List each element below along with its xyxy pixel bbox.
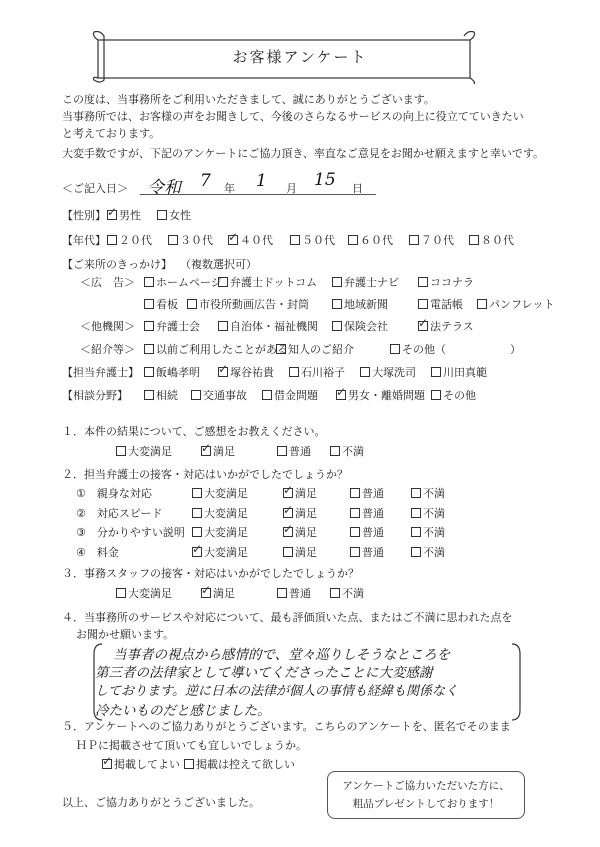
q2-row1-checkbox-3[interactable] <box>411 508 421 518</box>
ad1-option-label-2: 弁護士ナビ <box>344 276 399 289</box>
q2-row1-option-label-2: 普通 <box>362 506 384 520</box>
age-option-label-0: ２０代 <box>119 234 152 247</box>
q2-row3-option-label-0: 大変満足 <box>204 545 248 559</box>
q2-row0-checkbox-3[interactable] <box>411 488 421 498</box>
lawyer-option-label-1: 塚谷祐貴 <box>230 366 274 379</box>
intro-option-label-2: その他（ <box>402 343 446 356</box>
age-option-0[interactable] <box>107 232 152 248</box>
age-checkbox-0[interactable] <box>107 235 117 245</box>
q1-option-label-2: 普通 <box>289 445 311 458</box>
q3-option-label-2: 普通 <box>289 587 311 600</box>
q1-checkbox-2[interactable] <box>277 446 287 456</box>
q2-row-label-2: ③ 分かりやすい説明 <box>76 526 185 539</box>
q1-text: １．本件の結果について、ご感想をお教えください。 <box>62 425 326 438</box>
q3-option-label-1: 満足 <box>213 587 235 600</box>
date-label: ＜ご記入日＞ <box>62 182 128 195</box>
intro-line-4: 大変手数ですが、下記のアンケートにご協力頂き、率直なご意見をお聞かせ願えますと幸いです。 <box>62 147 545 160</box>
q1-option-label-0: 大変満足 <box>128 445 172 458</box>
q3-option-0[interactable] <box>116 585 172 601</box>
age-option-3[interactable] <box>290 232 335 248</box>
ad1-option-label-1: 弁護士ドットコム <box>230 276 318 289</box>
q2-row0-option-label-2: 普通 <box>362 487 384 500</box>
ad1-option-label-3: ココナラ <box>430 276 474 289</box>
q2-row3-option-0[interactable] <box>192 544 248 560</box>
q1-checkbox-3[interactable] <box>330 446 340 456</box>
q3-option-3[interactable] <box>330 585 364 601</box>
q2-row0-option-label-3: 不満 <box>423 487 445 500</box>
org-option-label-2: 保険会社 <box>344 320 388 333</box>
comment-line-2: 第三者の法律家として導いてくださったことに大変感謝 <box>95 665 433 681</box>
age-option-4[interactable] <box>348 232 393 248</box>
date-month: 1 <box>256 171 267 191</box>
page-title: お客様アンケート <box>232 48 368 66</box>
field-option-1[interactable] <box>191 387 247 403</box>
source-note: （複数選択可） <box>180 258 257 271</box>
q2-row2-option-1[interactable] <box>283 524 317 540</box>
lawyer-checkbox-0[interactable] <box>144 367 154 377</box>
ad2-checkbox-2[interactable] <box>332 299 342 309</box>
ad2-option-label-3: 電話帳 <box>430 298 463 311</box>
org-option-1[interactable] <box>218 318 318 334</box>
date-month-unit: 月 <box>286 182 297 195</box>
ad2-option-2[interactable] <box>332 296 388 312</box>
ad2-option-1[interactable] <box>187 296 309 312</box>
gender-checkbox-0[interactable] <box>107 210 117 220</box>
age-option-6[interactable] <box>469 232 514 248</box>
org-option-label-1: 自治体・福祉機関 <box>230 320 318 333</box>
q5-text-1: ５．アンケートへのご協力ありがとうございます。こちらのアンケートを、匿名でそのまま <box>62 720 511 733</box>
q2-row0-checkbox-2[interactable] <box>350 488 360 498</box>
q2-row0-checkbox-1[interactable] <box>283 488 293 498</box>
intro-checkbox-1[interactable] <box>276 344 286 354</box>
ad1-option-2[interactable] <box>332 274 399 290</box>
q5-option-label-1: 掲載は控えて欲しい <box>196 758 295 771</box>
date-era: 令和 <box>147 178 181 198</box>
q2-row2-checkbox-1[interactable] <box>283 527 293 537</box>
ad2-checkbox-4[interactable] <box>477 299 487 309</box>
field-option-3[interactable] <box>336 387 425 403</box>
source-label: 【ご来所のきっかけ】 <box>62 258 172 271</box>
q2-row1-option-label-1: 満足 <box>295 506 317 520</box>
q2-row3-checkbox-1[interactable] <box>283 547 293 557</box>
field-option-label-0: 相続 <box>156 389 178 402</box>
intro-option-0[interactable] <box>144 341 288 357</box>
intro-line-2: 当事務所では、お客様の声をお聞きして、今後のさらなるサービスの向上に役立てていきたい <box>62 110 524 123</box>
q2-row0-option-label-0: 大変満足 <box>204 487 248 500</box>
org-option-label-0: 弁護士会 <box>156 320 200 333</box>
date-day: 15 <box>314 170 336 190</box>
age-checkbox-5[interactable] <box>409 235 419 245</box>
field-label: 【相談分野】 <box>62 389 128 402</box>
comment-line-1: 当事者の視点から感情的で、堂々巡りしそうなところを <box>113 647 451 663</box>
ad1-checkbox-1[interactable] <box>218 277 228 287</box>
q2-row2-option-label-1: 満足 <box>295 526 317 539</box>
age-option-1[interactable] <box>168 232 213 248</box>
ad2-option-0[interactable] <box>144 296 178 312</box>
intro-label: ＜紹介等＞ <box>80 343 135 356</box>
q2-row3-checkbox-3[interactable] <box>411 547 421 557</box>
field-checkbox-2[interactable] <box>262 390 272 400</box>
age-option-label-3: ５０代 <box>302 234 335 247</box>
q2-row0-option-1[interactable] <box>283 485 317 501</box>
org-option-2[interactable] <box>332 318 388 334</box>
q5-option-label-0: 掲載してよい <box>114 758 180 771</box>
q4-text-1: ４．当事務所のサービスや対応について、最も評価頂いた点、またはご不満に思われた点を <box>62 611 513 624</box>
lawyer-option-label-4: 川田真範 <box>443 366 487 379</box>
q2-row3-checkbox-0[interactable] <box>192 547 202 557</box>
ad2-option-label-1: 市役所動画広告・封筒 <box>199 298 309 311</box>
closing-text: 以上、ご協力ありがとうございました。 <box>62 796 260 809</box>
q2-row3-option-3[interactable] <box>411 544 445 560</box>
q5-checkbox-0[interactable] <box>102 759 112 769</box>
field-checkbox-4[interactable] <box>431 390 441 400</box>
q2-row0-option-0[interactable] <box>192 485 248 501</box>
q2-row-label-0: ① 親身な対応 <box>76 487 152 500</box>
q2-row0-option-2[interactable] <box>350 485 384 501</box>
q3-text: ３．事務スタッフの接客・対応はいかがでしたでしょうか？ <box>62 567 359 580</box>
q2-row3-option-1[interactable] <box>283 544 317 560</box>
age-option-5[interactable] <box>409 232 454 248</box>
q2-row0-option-3[interactable] <box>411 485 445 501</box>
q4-text-2: お聞かせ願います。 <box>76 628 175 641</box>
ad1-checkbox-0[interactable] <box>144 277 154 287</box>
q2-row1-checkbox-1[interactable] <box>283 508 293 518</box>
lawyer-checkbox-2[interactable] <box>289 367 299 377</box>
org-checkbox-1[interactable] <box>218 321 228 331</box>
gift-notice <box>327 771 525 819</box>
ad2-checkbox-3[interactable] <box>418 299 428 309</box>
org-option-3[interactable] <box>418 318 474 334</box>
intro-option-1[interactable] <box>276 341 354 357</box>
ad2-checkbox-0[interactable] <box>144 299 154 309</box>
q2-row1-option-0[interactable] <box>192 505 248 521</box>
q1-checkbox-0[interactable] <box>116 446 126 456</box>
lawyer-option-1[interactable] <box>218 364 274 380</box>
comment-line-3: しております。逆に日本の法律が個人の事情も経緯も関係なく <box>95 684 458 699</box>
age-option-2[interactable] <box>228 232 273 248</box>
intro-line-3: と考えております。 <box>62 127 161 140</box>
field-option-2[interactable] <box>262 387 318 403</box>
ad1-option-3[interactable] <box>418 274 474 290</box>
q2-row1-checkbox-0[interactable] <box>192 508 202 518</box>
q2-row1-checkbox-2[interactable] <box>350 508 360 518</box>
lawyer-option-label-3: 大塚洗司 <box>372 366 416 379</box>
lawyer-option-label-2: 石川裕子 <box>301 366 345 379</box>
age-option-label-5: ７０代 <box>421 234 454 247</box>
ad2-option-label-4: パンフレット <box>489 298 555 311</box>
date-year: 7 <box>200 171 211 191</box>
gender-option-label-0: 男性 <box>119 209 141 222</box>
org-option-0[interactable] <box>144 318 200 334</box>
q2-row3-option-2[interactable] <box>350 544 384 560</box>
age-option-label-1: ３０代 <box>180 234 213 247</box>
age-checkbox-1[interactable] <box>168 235 178 245</box>
q2-row3-option-label-1: 満足 <box>295 545 317 559</box>
field-option-0[interactable] <box>144 387 178 403</box>
q2-row2-checkbox-3[interactable] <box>411 527 421 537</box>
gift-line-2: 粗品プレゼントしております！ <box>352 798 500 810</box>
date-day-unit: 日 <box>352 182 363 195</box>
q1-option-label-1: 満足 <box>213 445 235 458</box>
ad1-checkbox-2[interactable] <box>332 277 342 287</box>
ad1-option-0[interactable] <box>144 274 222 290</box>
q2-row1-option-1[interactable] <box>283 505 317 521</box>
ad1-option-label-0: ホームページ <box>156 276 222 289</box>
intro-option-label-1: 知人のご紹介 <box>288 343 354 356</box>
lawyer-option-3[interactable] <box>360 364 416 380</box>
field-option-label-1: 交通事故 <box>203 389 247 402</box>
field-option-label-2: 借金問題 <box>274 389 318 402</box>
intro-option-2[interactable] <box>390 341 446 357</box>
field-checkbox-3[interactable] <box>336 390 346 400</box>
ad1-checkbox-3[interactable] <box>418 277 428 287</box>
lawyer-option-0[interactable] <box>144 364 200 380</box>
intro-checkbox-2[interactable] <box>390 344 400 354</box>
age-checkbox-3[interactable] <box>290 235 300 245</box>
q1-checkbox-1[interactable] <box>201 446 211 456</box>
q2-row2-option-3[interactable] <box>411 524 445 540</box>
q2-row1-option-2[interactable] <box>350 505 384 521</box>
lawyer-checkbox-1[interactable] <box>218 367 228 377</box>
ad2-option-4[interactable] <box>477 296 554 312</box>
age-checkbox-4[interactable] <box>348 235 358 245</box>
lawyer-option-4[interactable] <box>431 364 487 380</box>
age-checkbox-2[interactable] <box>228 235 238 245</box>
q2-row1-option-label-3: 不満 <box>423 506 445 520</box>
q2-row3-option-label-2: 普通 <box>362 545 384 559</box>
q1-option-label-3: 不満 <box>342 445 364 458</box>
q2-row3-checkbox-2[interactable] <box>350 547 360 557</box>
q5-option-1[interactable] <box>184 756 295 772</box>
q2-row3-option-label-3: 不満 <box>423 545 445 559</box>
q2-row2-option-label-2: 普通 <box>362 526 384 539</box>
org-checkbox-0[interactable] <box>144 321 154 331</box>
q2-row1-option-label-0: 大変満足 <box>204 506 248 520</box>
age-option-label-6: ８０代 <box>481 234 514 247</box>
q3-option-label-3: 不満 <box>342 587 364 600</box>
gender-option-label-1: 女性 <box>169 209 191 222</box>
field-option-label-4: その他 <box>443 389 476 402</box>
ad-label: ＜広 告＞ <box>80 276 135 289</box>
q3-option-1[interactable] <box>201 585 235 601</box>
org-option-label-3: 法テラス <box>430 320 474 333</box>
gender-option-1[interactable] <box>157 207 191 223</box>
intro-line-1: この度は、当事務所をご利用いただきまして、誠にありがとうございます。 <box>62 93 435 106</box>
date-year-unit: 年 <box>224 182 235 195</box>
q3-checkbox-1[interactable] <box>201 588 211 598</box>
lawyer-label: 【担当弁護士】 <box>62 366 139 379</box>
comment-line-4: 冷たいものだと感じました。 <box>95 703 271 719</box>
q2-row2-option-2[interactable] <box>350 524 384 540</box>
field-option-4[interactable] <box>431 387 476 403</box>
q2-row-label-1: ② 対応スピード <box>76 506 163 520</box>
q1-option-1[interactable] <box>201 443 235 459</box>
q2-row1-option-3[interactable] <box>411 505 445 521</box>
q1-option-3[interactable] <box>330 443 364 459</box>
intro-option-label-0: 以前ご利用したことがある <box>156 343 288 356</box>
gender-label: 【性別】 <box>62 209 106 222</box>
age-option-label-2: ４０代 <box>240 234 273 247</box>
q2-row2-option-0[interactable] <box>192 524 248 540</box>
q3-option-2[interactable] <box>277 585 311 601</box>
q2-row0-option-label-1: 満足 <box>295 487 317 500</box>
ad2-option-3[interactable] <box>418 296 463 312</box>
org-label: ＜他機関＞ <box>80 320 135 333</box>
age-checkbox-6[interactable] <box>469 235 479 245</box>
gender-checkbox-1[interactable] <box>157 210 167 220</box>
ad2-option-label-2: 地域新聞 <box>344 298 388 311</box>
field-checkbox-0[interactable] <box>144 390 154 400</box>
org-checkbox-2[interactable] <box>332 321 342 331</box>
lawyer-option-2[interactable] <box>289 364 345 380</box>
q2-row2-option-label-0: 大変満足 <box>204 526 248 539</box>
field-checkbox-1[interactable] <box>191 390 201 400</box>
q2-row2-checkbox-0[interactable] <box>192 527 202 537</box>
q5-option-0[interactable] <box>102 756 180 772</box>
q5-checkbox-1[interactable] <box>184 759 194 769</box>
q1-option-0[interactable] <box>116 443 172 459</box>
lawyer-option-label-0: 飯嶋孝明 <box>156 366 200 379</box>
q3-option-label-0: 大変満足 <box>128 587 172 600</box>
lawyer-checkbox-3[interactable] <box>360 367 370 377</box>
ad1-option-1[interactable] <box>218 274 317 290</box>
q3-checkbox-0[interactable] <box>116 588 126 598</box>
age-label: 【年代】 <box>62 234 106 247</box>
q2-row-label-3: ④ 料金 <box>76 545 119 559</box>
ad2-checkbox-1[interactable] <box>187 299 197 309</box>
q2-row2-option-label-3: 不満 <box>423 526 445 539</box>
q2-row0-checkbox-0[interactable] <box>192 488 202 498</box>
lawyer-checkbox-4[interactable] <box>431 367 441 377</box>
q3-checkbox-2[interactable] <box>277 588 287 598</box>
q5-text-2: ＨＰに掲載させて頂いても宜しいでしょうか。 <box>76 739 307 752</box>
date-underline <box>140 194 376 195</box>
field-option-label-3: 男女・離婚問題 <box>348 389 425 402</box>
age-option-label-4: ６０代 <box>360 234 393 247</box>
ad2-option-label-0: 看板 <box>156 298 178 311</box>
q3-checkbox-3[interactable] <box>330 588 340 598</box>
q2-text: ２．担当弁護士の接客・対応はいかがでしたでしょうか？ <box>62 468 348 481</box>
other-close-paren: ） <box>510 343 521 356</box>
q2-row2-checkbox-2[interactable] <box>350 527 360 537</box>
org-checkbox-3[interactable] <box>418 321 428 331</box>
q1-option-2[interactable] <box>277 443 311 459</box>
gift-line-1: アンケートご協力いただいた方に、 <box>342 780 510 792</box>
intro-checkbox-0[interactable] <box>144 344 154 354</box>
gender-option-0[interactable] <box>107 207 141 223</box>
